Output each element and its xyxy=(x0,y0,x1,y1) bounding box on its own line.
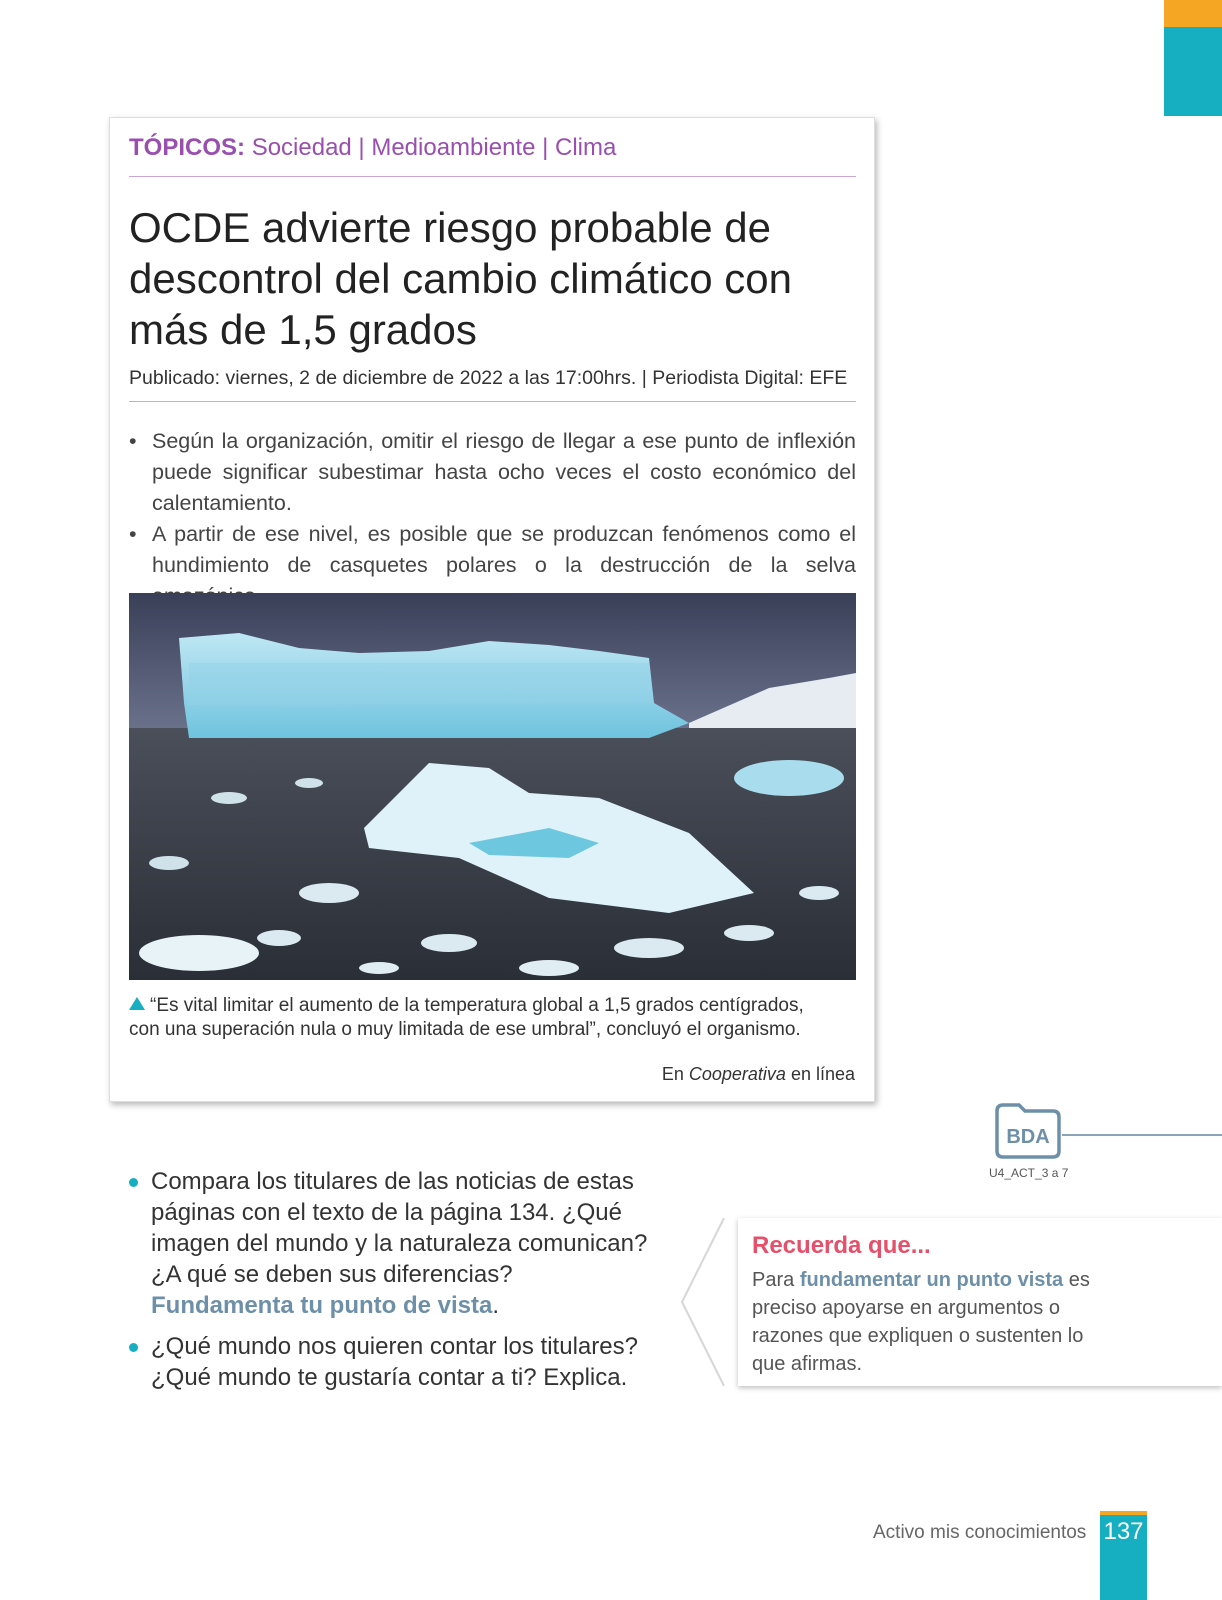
bullet-dot-icon xyxy=(129,1343,138,1352)
topics-list: Sociedad | Medioambiente | Clima xyxy=(251,134,617,161)
topics-divider xyxy=(129,176,856,177)
questions-list xyxy=(128,1166,658,1403)
news-source: En Cooperativa en línea xyxy=(661,1064,855,1084)
remember-box xyxy=(738,1218,1222,1386)
footer-section-label: Activo mis conocimientos xyxy=(873,1522,1087,1543)
news-bullets xyxy=(129,426,856,612)
list-item: Compara los titulares de las noticias de estas páginas con el texto de la página 134. ¿Qué imagen del mundo y la naturaleza comunican? ¿A qué se deben sus diferencias? Fundamenta tu punto de vista. xyxy=(128,1166,658,1321)
list-item: • A partir de ese nivel, es posible que se produzcan fenómenos como el hundimiento de casquetes polares o la destrucción de la selva xyxy=(129,519,856,612)
bda-folder-icon[interactable] xyxy=(993,1101,1063,1159)
remember-arrow-shape xyxy=(680,1218,742,1386)
news-headline: OCDE advierte riesgo probable de descontrol del cambio climático con más de 1,5 grados xyxy=(129,204,792,353)
publication-meta: Publicado: viernes, 2 de diciembre de 2022 a las 17:00hrs. | Periodista Digital: EFE xyxy=(129,367,848,389)
remember-title: Recuerda que... xyxy=(752,1232,931,1259)
page-number: 137 xyxy=(1103,1518,1144,1545)
corner-tab-teal xyxy=(1164,27,1222,116)
topics-label: TÓPICOS: xyxy=(129,134,246,161)
corner-tab-orange xyxy=(1164,0,1222,27)
list-item: • Según la organización, omitir el riesgo de llegar a ese punto de inflexión puede significar subestimar hasta ocho veces el costo económico del calentamiento. xyxy=(129,426,856,519)
topics-line xyxy=(129,134,616,162)
bda-code: U4_ACT_3 a 7 xyxy=(989,1166,1069,1180)
bullet-dot-icon: • xyxy=(129,522,137,546)
bullet-dot-icon: • xyxy=(129,429,137,453)
meta-divider xyxy=(129,401,856,402)
iceberg-photo xyxy=(129,593,856,980)
remember-text: Para fundamentar un punto vista es preciso apoyarse en argumentos o razones que expliquen o sustenten lo que afirmas. xyxy=(752,1269,1090,1375)
list-item: ¿Qué mundo nos quieren contar los titulares? ¿Qué mundo te gustaría contar a ti? Explica. xyxy=(128,1331,658,1393)
caption-triangle-icon xyxy=(129,997,145,1010)
photo-caption: “Es vital limitar el aumento de la temperatura global a 1,5 grados centígrados, con una superación nula o muy limitada de ese umbral”, concluyó el organismo. xyxy=(129,995,804,1040)
news-card xyxy=(109,117,875,1102)
bullet-dot-icon xyxy=(129,1178,138,1187)
bda-label: BDA xyxy=(1006,1126,1050,1148)
bda-connector-line xyxy=(1062,1134,1222,1136)
